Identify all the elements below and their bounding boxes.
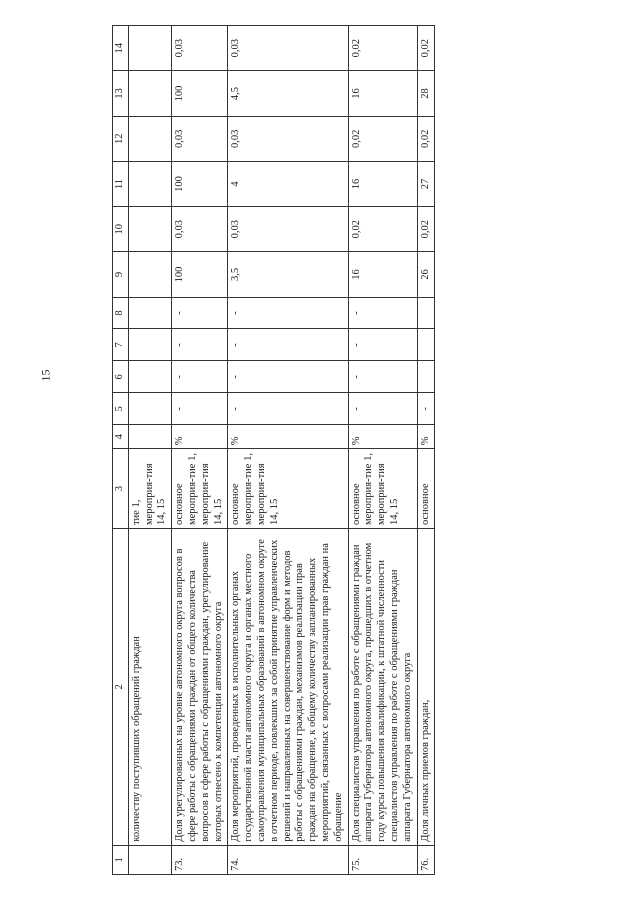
header-cell: 8 bbox=[113, 297, 129, 329]
value-cell: - bbox=[417, 393, 435, 425]
indicator-name: Доля мероприятий, проведенных в исполнительных органах государственной власти автономного округа и органах местного самоуправления муниципальных образований в автономном округе в отчетном периоде, повлекших за собой принятие управленческих решений и направленных на совершенствование форм и методов работы с обращениями граждан, механизмов реализации прав граждан на обращение, к общему количеству запланированных мероприятий, связанных с вопросами реализации прав граждан на обращение bbox=[228, 529, 348, 846]
header-cell: 3 bbox=[113, 449, 129, 529]
value-cell: - bbox=[348, 361, 417, 393]
indicator-source: основное мероприя-тие 1, мероприя-тия 14, 15 bbox=[348, 449, 417, 529]
table-row bbox=[348, 26, 417, 875]
page-number: 15 bbox=[38, 369, 53, 382]
value-cell: 0,02 bbox=[348, 26, 417, 71]
header-cell: 11 bbox=[113, 161, 129, 206]
indicator-name: Доля специалистов управления по работе с обращениями граждан аппарата Губернатора автономного округа, прошедших в отчетном году курсы повышения квалификации, к штатной численности специалистов управления по работе с обращениями граждан аппарата Губернатора автономного округа bbox=[348, 529, 417, 846]
header-cell: 4 bbox=[113, 425, 129, 449]
value-cell: 0,03 bbox=[172, 26, 228, 71]
header-cell: 14 bbox=[113, 26, 129, 71]
value-cell: 0,02 bbox=[348, 207, 417, 252]
value-cell: 16 bbox=[348, 71, 417, 116]
header-cell: 5 bbox=[113, 393, 129, 425]
value-cell: 0,02 bbox=[348, 116, 417, 161]
header-cell: 1 bbox=[113, 845, 129, 874]
header-row bbox=[113, 26, 129, 875]
value-cell: - bbox=[172, 329, 228, 361]
value-cell: - bbox=[172, 361, 228, 393]
unit-cell: % bbox=[348, 425, 417, 449]
row-number: 74. bbox=[228, 845, 348, 874]
value-cell: 26 bbox=[417, 252, 435, 297]
table-row bbox=[228, 26, 348, 875]
indicator-table-sheet bbox=[112, 25, 612, 875]
header-cell: 9 bbox=[113, 252, 129, 297]
value-cell: 0,03 bbox=[172, 116, 228, 161]
header-cell: 13 bbox=[113, 71, 129, 116]
indicator-name: количеству поступивших обращений граждан bbox=[128, 529, 171, 846]
value-cell: 28 bbox=[417, 71, 435, 116]
row-number: 75. bbox=[348, 845, 417, 874]
unit-cell: % bbox=[172, 425, 228, 449]
value-cell: - bbox=[172, 297, 228, 329]
value-cell: - bbox=[228, 361, 348, 393]
indicator-source: основное мероприя-тие 1, мероприя-тия 14, 15 bbox=[228, 449, 348, 529]
continuation-row bbox=[128, 26, 171, 875]
unit-cell: % bbox=[417, 425, 435, 449]
table-row bbox=[172, 26, 228, 875]
value-cell: 3,5 bbox=[228, 252, 348, 297]
value-cell: 16 bbox=[348, 252, 417, 297]
value-cell: 0,03 bbox=[228, 26, 348, 71]
row-number bbox=[128, 845, 171, 874]
indicator-name: Доля личных приемов граждан, bbox=[417, 529, 435, 846]
header-cell: 10 bbox=[113, 207, 129, 252]
header-cell: 2 bbox=[113, 529, 129, 846]
value-cell: 100 bbox=[172, 71, 228, 116]
value-cell: - bbox=[348, 393, 417, 425]
value-cell: 27 bbox=[417, 161, 435, 206]
header-cell: 6 bbox=[113, 361, 129, 393]
header-cell: 12 bbox=[113, 116, 129, 161]
unit-cell: % bbox=[228, 425, 348, 449]
value-cell: 100 bbox=[172, 252, 228, 297]
value-cell: - bbox=[348, 329, 417, 361]
value-cell: 0,03 bbox=[228, 207, 348, 252]
value-cell: - bbox=[228, 297, 348, 329]
indicator-name: Доля урегулированных на уровне автономного округа вопросов в сфере работы с обращениями граждан от общего количества вопросов в сфере работы с обращениями граждан, урегулирование которых отнесено к компетенции автономного округа bbox=[172, 529, 228, 846]
row-number: 73. bbox=[172, 845, 228, 874]
table-row bbox=[417, 26, 435, 875]
value-cell bbox=[417, 329, 435, 361]
value-cell: 100 bbox=[172, 161, 228, 206]
value-cell: 0,03 bbox=[228, 116, 348, 161]
value-cell: 0,02 bbox=[417, 26, 435, 71]
value-cell bbox=[417, 297, 435, 329]
value-cell: 16 bbox=[348, 161, 417, 206]
value-cell: 0,02 bbox=[417, 116, 435, 161]
value-cell: 4 bbox=[228, 161, 348, 206]
indicator-source: основное bbox=[417, 449, 435, 529]
header-cell: 7 bbox=[113, 329, 129, 361]
value-cell: - bbox=[348, 297, 417, 329]
row-number: 76. bbox=[417, 845, 435, 874]
value-cell: - bbox=[172, 393, 228, 425]
value-cell bbox=[417, 361, 435, 393]
indicator-source: тие 1, мероприя-тия 14, 15 bbox=[128, 449, 171, 529]
value-cell: - bbox=[228, 393, 348, 425]
value-cell: 4,5 bbox=[228, 71, 348, 116]
value-cell: 0,02 bbox=[417, 207, 435, 252]
value-cell: - bbox=[228, 329, 348, 361]
indicator-table bbox=[112, 25, 435, 875]
indicator-source: основное мероприя-тие 1, мероприя-тия 14, 15 bbox=[172, 449, 228, 529]
value-cell: 0,03 bbox=[172, 207, 228, 252]
